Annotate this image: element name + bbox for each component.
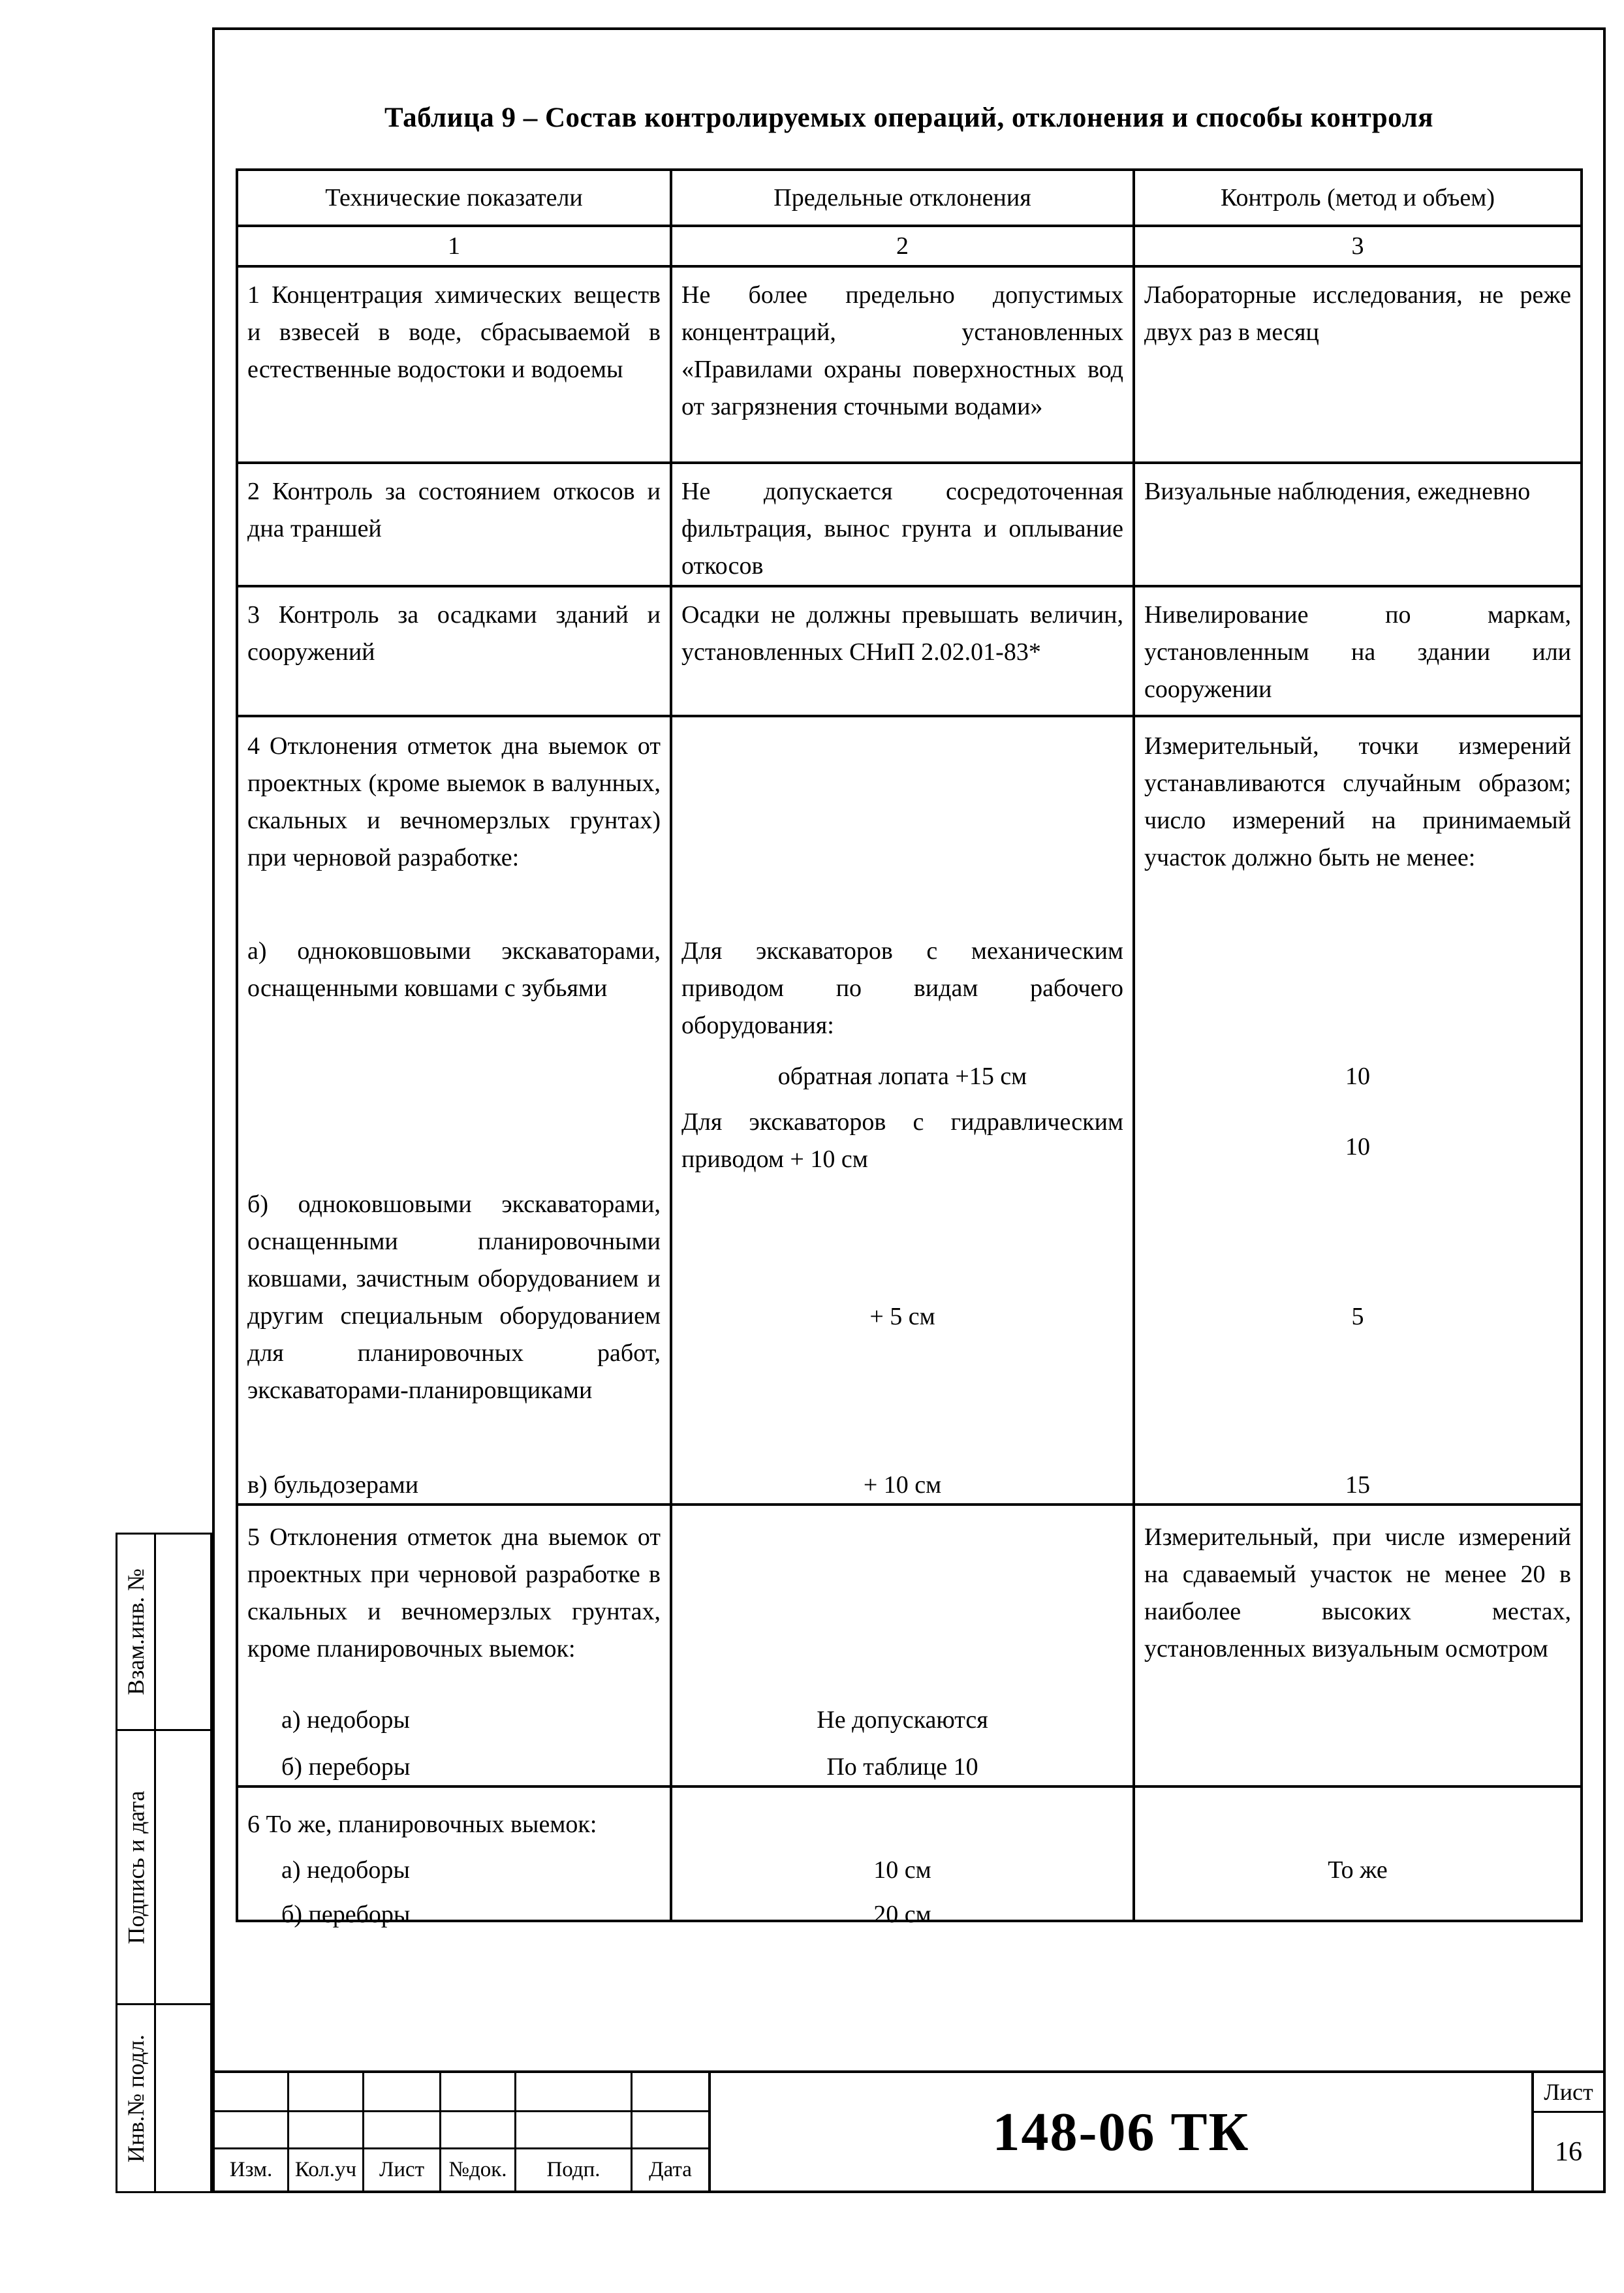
sheet-label: Лист xyxy=(1534,2073,1603,2113)
revision-empty-cell xyxy=(289,2073,364,2112)
cell-r4-c1 xyxy=(237,716,671,1505)
cell-r3-c3 xyxy=(1134,586,1582,716)
r5-item-b-label: б) переборы xyxy=(281,1753,411,1781)
sidebar-label-zamen-inv: Взам.инв. № xyxy=(123,1568,149,1695)
r5-c3-text: Измерительный, при числе измерений на сдаваемый участок не менее 20 в наиболее высоких местах, установленных визуальным осмотром xyxy=(1144,1523,1571,1662)
header-control-method: Контроль (метод и объем) xyxy=(1134,170,1582,226)
r4-c3-intro: Измерительный, точки измерений устанавливаются случайным образом; число измерений на принимаемый участок должно быть не менее: xyxy=(1144,732,1571,871)
r4-c2-hydraulic-dev: Для экскаваторов с гидравлическим приводом + 10 см xyxy=(681,1108,1123,1173)
revision-empty-cell xyxy=(516,2073,632,2112)
table-row-4 xyxy=(237,716,1582,1505)
r4-item-b-label: б) одноковшовыми экскаваторами, оснащенными планировочными ковшами, зачистным оборудованием и другим специальным оборудованием для планировочных работ, экскаваторами-планировщиками xyxy=(247,1191,661,1404)
r4-c2-backhoe-dev: обратная лопата +15 см xyxy=(777,1063,1027,1090)
table-header-row xyxy=(237,170,1582,226)
r5-c1-intro: 5 Отклонения отметок дна выемок от проектных при черновой разработке в скальных и вечномерзлых грунтах, кроме планировочных выемок: xyxy=(247,1523,661,1662)
cell-r6-c1 xyxy=(237,1786,671,1928)
revision-empty-cell xyxy=(364,2112,441,2149)
document-number: 148-06 ТК xyxy=(992,2101,1250,2162)
cell-r6-c2 xyxy=(671,1786,1134,1928)
sidebar-empty-cell xyxy=(156,1535,210,1731)
revision-empty-cell xyxy=(441,2073,516,2112)
col-number-1: 1 xyxy=(237,226,671,266)
revision-empty-cell xyxy=(289,2112,364,2149)
r2-c1-text: 2 Контроль за состоянием откосов и дна траншей xyxy=(247,478,661,542)
r1-c3-text: Лабораторные исследования, не реже двух раз в месяц xyxy=(1144,281,1571,346)
r4-c2-v-dev: + 10 см xyxy=(863,1471,942,1499)
sidebar-empty-cell xyxy=(156,1731,210,2005)
r4-c2-b-dev: + 5 см xyxy=(869,1303,935,1330)
r4-c3-val-b: 5 xyxy=(1351,1303,1364,1330)
cell-r3-c1 xyxy=(237,586,671,716)
title-block xyxy=(212,2070,1606,2193)
r6-c2-a-dev: 10 см xyxy=(873,1856,931,1884)
column-number-row xyxy=(237,226,1582,266)
r2-c3-text: Визуальные наблюдения, ежедневно xyxy=(1144,478,1531,505)
footer-col-koluch: Кол.уч xyxy=(289,2149,364,2191)
revision-empty-cell xyxy=(215,2073,289,2112)
sidebar-cell-inv-podl xyxy=(117,2005,156,2191)
r4-c3-val-v: 15 xyxy=(1345,1471,1370,1499)
r5-item-a-label: а) недоборы xyxy=(281,1706,410,1734)
r1-c1-text: 1 Концентрация химических веществ и взвесей в воде, сбрасываемой в естественные водостоки и водоемы xyxy=(247,281,661,383)
col-number-2: 2 xyxy=(671,226,1134,266)
r5-c2-b-dev: По таблице 10 xyxy=(826,1753,978,1781)
footer-col-dok: №док. xyxy=(441,2149,516,2191)
cell-r5-c1 xyxy=(237,1505,671,1786)
header-limit-deviations: Предельные отклонения xyxy=(671,170,1134,226)
revision-empty-cell xyxy=(632,2073,708,2112)
cell-r2-c1 xyxy=(237,463,671,586)
r3-c3-text: Нивелирование по маркам, установленным на здании или сооружении xyxy=(1144,601,1571,703)
sidebar-label-podpis-data: Подпись и дата xyxy=(123,1790,149,1944)
table-row-5 xyxy=(237,1505,1582,1786)
sheet-number: 16 xyxy=(1555,2136,1582,2167)
r1-c2-text: Не более предельно допустимых концентраций, установленных «Правилами охраны поверхностных вод от загрязнения сточными водами» xyxy=(681,281,1123,420)
cell-r1-c2 xyxy=(671,266,1134,463)
r4-c2-mech-intro: Для экскаваторов с механическим приводом по видам рабочего оборудования: xyxy=(681,937,1123,1039)
r4-c3-val-a1: 10 xyxy=(1345,1063,1370,1090)
cell-r3-c2 xyxy=(671,586,1134,716)
footer-col-podp: Подп. xyxy=(516,2149,632,2191)
revision-grid xyxy=(215,2073,711,2191)
r6-c2-b-dev: 20 см xyxy=(873,1901,931,1928)
control-operations-table xyxy=(236,168,1583,1928)
revision-empty-cell xyxy=(215,2112,289,2149)
r3-c1-text: 3 Контроль за осадками зданий и сооружений xyxy=(247,601,661,666)
table-row-3 xyxy=(237,586,1582,716)
r4-item-a-label: а) одноковшовыми экскаваторами, оснащенными ковшами с зубьями xyxy=(247,937,661,1002)
revision-empty-cell xyxy=(364,2073,441,2112)
revision-empty-cell xyxy=(441,2112,516,2149)
cell-r4-c2 xyxy=(671,716,1134,1505)
table-row-6 xyxy=(237,1786,1582,1921)
r3-c2-text: Осадки не должны превышать величин, установленных СНиП 2.02.01-83* xyxy=(681,601,1123,666)
sheet-box xyxy=(1531,2073,1603,2191)
cell-r1-c3 xyxy=(1134,266,1582,463)
table-row-1 xyxy=(237,266,1582,463)
cell-r2-c3 xyxy=(1134,463,1582,586)
frame-sidebar xyxy=(116,1533,212,2193)
col-number-3: 3 xyxy=(1134,226,1582,266)
cell-r5-c3 xyxy=(1134,1505,1582,1786)
sidebar-label-inv-podl: Инв.№ подл. xyxy=(123,2034,149,2162)
header-technical-indicators: Технические показатели xyxy=(237,170,671,226)
r4-item-v-label: в) бульдозерами xyxy=(247,1471,419,1499)
r4-c3-val-a2: 10 xyxy=(1345,1133,1370,1161)
r4-c1-intro: 4 Отклонения отметок дна выемок от проектных (кроме выемок в валунных, скальных и вечномерзлых грунтах) при черновой разработке: xyxy=(247,732,661,871)
table-title: Таблица 9 – Состав контролируемых операций, отклонения и способы контроля xyxy=(384,102,1433,133)
sidebar-cell-zamen-inv xyxy=(117,1535,156,1731)
cell-r4-c3 xyxy=(1134,716,1582,1505)
cell-r1-c1 xyxy=(237,266,671,463)
table-row-2 xyxy=(237,463,1582,586)
sidebar-empty-cell xyxy=(156,2005,210,2191)
r6-c1-intro: 6 То же, планировочных выемок: xyxy=(247,1811,597,1838)
sidebar-cell-podpis-data xyxy=(117,1731,156,2005)
r5-c2-a-dev: Не допускаются xyxy=(817,1706,988,1734)
revision-empty-cell xyxy=(516,2112,632,2149)
r6-item-b-label: б) переборы xyxy=(281,1901,411,1928)
footer-col-list: Лист xyxy=(364,2149,441,2191)
footer-col-data: Дата xyxy=(649,2158,692,2181)
cell-r5-c2 xyxy=(671,1505,1134,1786)
r2-c2-text: Не допускается сосредоточенная фильтрация, вынос грунта и оплывание откосов xyxy=(681,478,1123,580)
revision-empty-cell xyxy=(632,2112,708,2149)
r6-c3-text: То же xyxy=(1328,1856,1388,1884)
cell-r6-c3 xyxy=(1134,1786,1582,1921)
cell-r2-c2 xyxy=(671,463,1134,586)
document-number-cell xyxy=(711,2073,1531,2191)
footer-col-izm: Изм. xyxy=(215,2149,289,2191)
r6-item-a-label: а) недоборы xyxy=(281,1856,410,1884)
